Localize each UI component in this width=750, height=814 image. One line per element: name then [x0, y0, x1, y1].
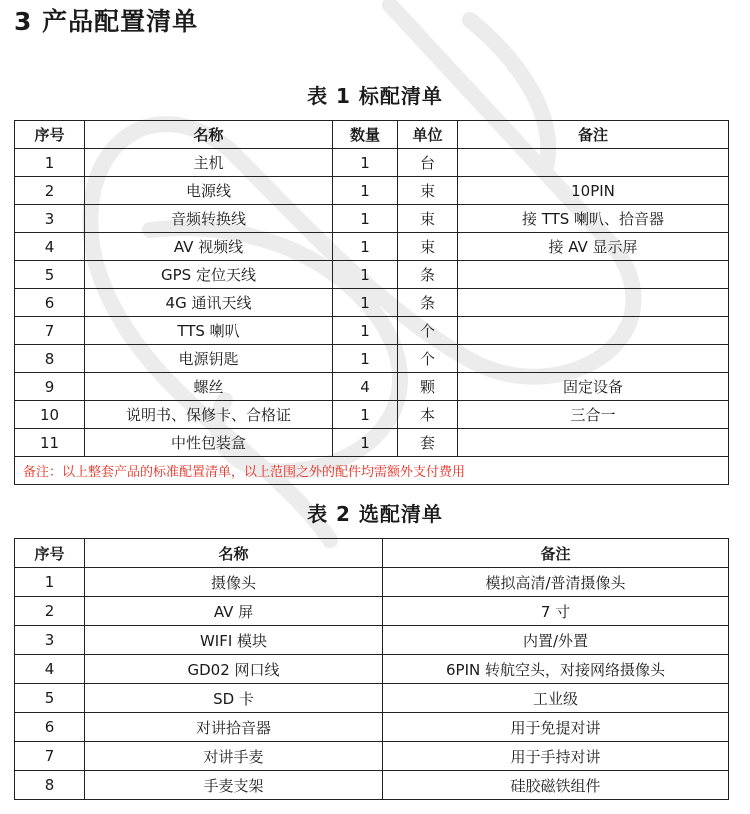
cell-remark: [458, 345, 729, 373]
table-row: [15, 345, 729, 373]
cell-index: 5: [15, 261, 85, 289]
table-row: [15, 177, 729, 205]
cell-unit: 个: [398, 345, 458, 373]
cell-remark: 接 AV 显示屏: [458, 233, 729, 261]
cell-remark: 三合一: [458, 401, 729, 429]
cell-name: 对讲拾音器: [85, 713, 383, 742]
header-name: 名称: [85, 539, 383, 568]
table-row: [15, 568, 729, 597]
cell-quantity: 1: [333, 261, 398, 289]
cell-remark: 硅胶磁铁组件: [383, 771, 729, 800]
table-row: [15, 401, 729, 429]
cell-index: 3: [15, 626, 85, 655]
cell-name: AV 屏: [85, 597, 383, 626]
cell-name: 说明书、保修卡、合格证: [85, 401, 333, 429]
cell-name: 音频转换线: [85, 205, 333, 233]
cell-name: AV 视频线: [85, 233, 333, 261]
cell-quantity: 4: [333, 373, 398, 401]
header-index: 序号: [15, 121, 85, 149]
table-row: [15, 597, 729, 626]
table-row: [15, 289, 729, 317]
table-row: [15, 373, 729, 401]
header-quantity: 数量: [333, 121, 398, 149]
cell-remark: 固定设备: [458, 373, 729, 401]
table-row: [15, 261, 729, 289]
cell-index: 2: [15, 177, 85, 205]
cell-remark: [458, 261, 729, 289]
table1-title: 表 1 标配清单: [307, 84, 443, 108]
table-row: [15, 771, 729, 800]
optional-config-table: [14, 538, 729, 800]
header-name: 名称: [85, 121, 333, 149]
cell-unit: 台: [398, 149, 458, 177]
cell-index: 4: [15, 233, 85, 261]
cell-index: 1: [15, 568, 85, 597]
table-row: [15, 317, 729, 345]
cell-name: 中性包装盒: [85, 429, 333, 457]
cell-unit: 条: [398, 261, 458, 289]
cell-index: 10: [15, 401, 85, 429]
cell-quantity: 1: [333, 401, 398, 429]
table-note: 备注：以上整套产品的标准配置清单，以上范围之外的配件均需额外支付费用: [15, 457, 729, 485]
section-title: 3 产品配置清单: [14, 7, 199, 36]
cell-index: 8: [15, 345, 85, 373]
header-index: 序号: [15, 539, 85, 568]
cell-name: 对讲手麦: [85, 742, 383, 771]
cell-quantity: 1: [333, 149, 398, 177]
cell-remark: 用于免提对讲: [383, 713, 729, 742]
cell-index: 9: [15, 373, 85, 401]
cell-index: 6: [15, 289, 85, 317]
cell-quantity: 1: [333, 317, 398, 345]
cell-name: SD 卡: [85, 684, 383, 713]
cell-remark: 接 TTS 喇叭、拾音器: [458, 205, 729, 233]
cell-name: 手麦支架: [85, 771, 383, 800]
table-row: [15, 205, 729, 233]
table-row: [15, 429, 729, 457]
cell-name: WIFI 模块: [85, 626, 383, 655]
cell-name: 电源线: [85, 177, 333, 205]
cell-unit: 束: [398, 177, 458, 205]
table-row: [15, 713, 729, 742]
cell-index: 7: [15, 317, 85, 345]
cell-index: 8: [15, 771, 85, 800]
cell-quantity: 1: [333, 205, 398, 233]
cell-unit: 颗: [398, 373, 458, 401]
table-row: [15, 626, 729, 655]
table-row: [15, 149, 729, 177]
cell-index: 7: [15, 742, 85, 771]
cell-index: 3: [15, 205, 85, 233]
cell-quantity: 1: [333, 289, 398, 317]
cell-quantity: 1: [333, 429, 398, 457]
cell-index: 5: [15, 684, 85, 713]
cell-name: GD02 网口线: [85, 655, 383, 684]
cell-index: 2: [15, 597, 85, 626]
standard-config-table: [14, 120, 729, 485]
cell-index: 1: [15, 149, 85, 177]
cell-name: TTS 喇叭: [85, 317, 333, 345]
cell-index: 4: [15, 655, 85, 684]
cell-quantity: 1: [333, 177, 398, 205]
table-header-row: [15, 121, 729, 149]
cell-name: 4G 通讯天线: [85, 289, 333, 317]
cell-name: 主机: [85, 149, 333, 177]
cell-remark: 工业级: [383, 684, 729, 713]
cell-remark: 模拟高清/普清摄像头: [383, 568, 729, 597]
table-row: [15, 684, 729, 713]
cell-name: 摄像头: [85, 568, 383, 597]
table-row: [15, 233, 729, 261]
cell-quantity: 1: [333, 345, 398, 373]
cell-unit: 本: [398, 401, 458, 429]
cell-unit: 束: [398, 233, 458, 261]
table-row: [15, 655, 729, 684]
cell-unit: 个: [398, 317, 458, 345]
cell-remark: 10PIN: [458, 177, 729, 205]
cell-remark: [458, 317, 729, 345]
table2-title: 表 2 选配清单: [307, 502, 443, 526]
cell-index: 11: [15, 429, 85, 457]
cell-remark: [458, 429, 729, 457]
cell-remark: [458, 289, 729, 317]
header-remark: 备注: [458, 121, 729, 149]
table-row: [15, 742, 729, 771]
cell-remark: 7 寸: [383, 597, 729, 626]
cell-unit: 束: [398, 205, 458, 233]
cell-unit: 套: [398, 429, 458, 457]
cell-unit: 条: [398, 289, 458, 317]
cell-remark: 用于手持对讲: [383, 742, 729, 771]
table-header-row: [15, 539, 729, 568]
cell-name: 电源钥匙: [85, 345, 333, 373]
cell-quantity: 1: [333, 233, 398, 261]
cell-name: GPS 定位天线: [85, 261, 333, 289]
cell-remark: [458, 149, 729, 177]
cell-remark: 内置/外置: [383, 626, 729, 655]
table-note-row: [15, 457, 729, 485]
header-remark: 备注: [383, 539, 729, 568]
header-unit: 单位: [398, 121, 458, 149]
cell-index: 6: [15, 713, 85, 742]
cell-name: 螺丝: [85, 373, 333, 401]
cell-remark: 6PIN 转航空头，对接网络摄像头: [383, 655, 729, 684]
